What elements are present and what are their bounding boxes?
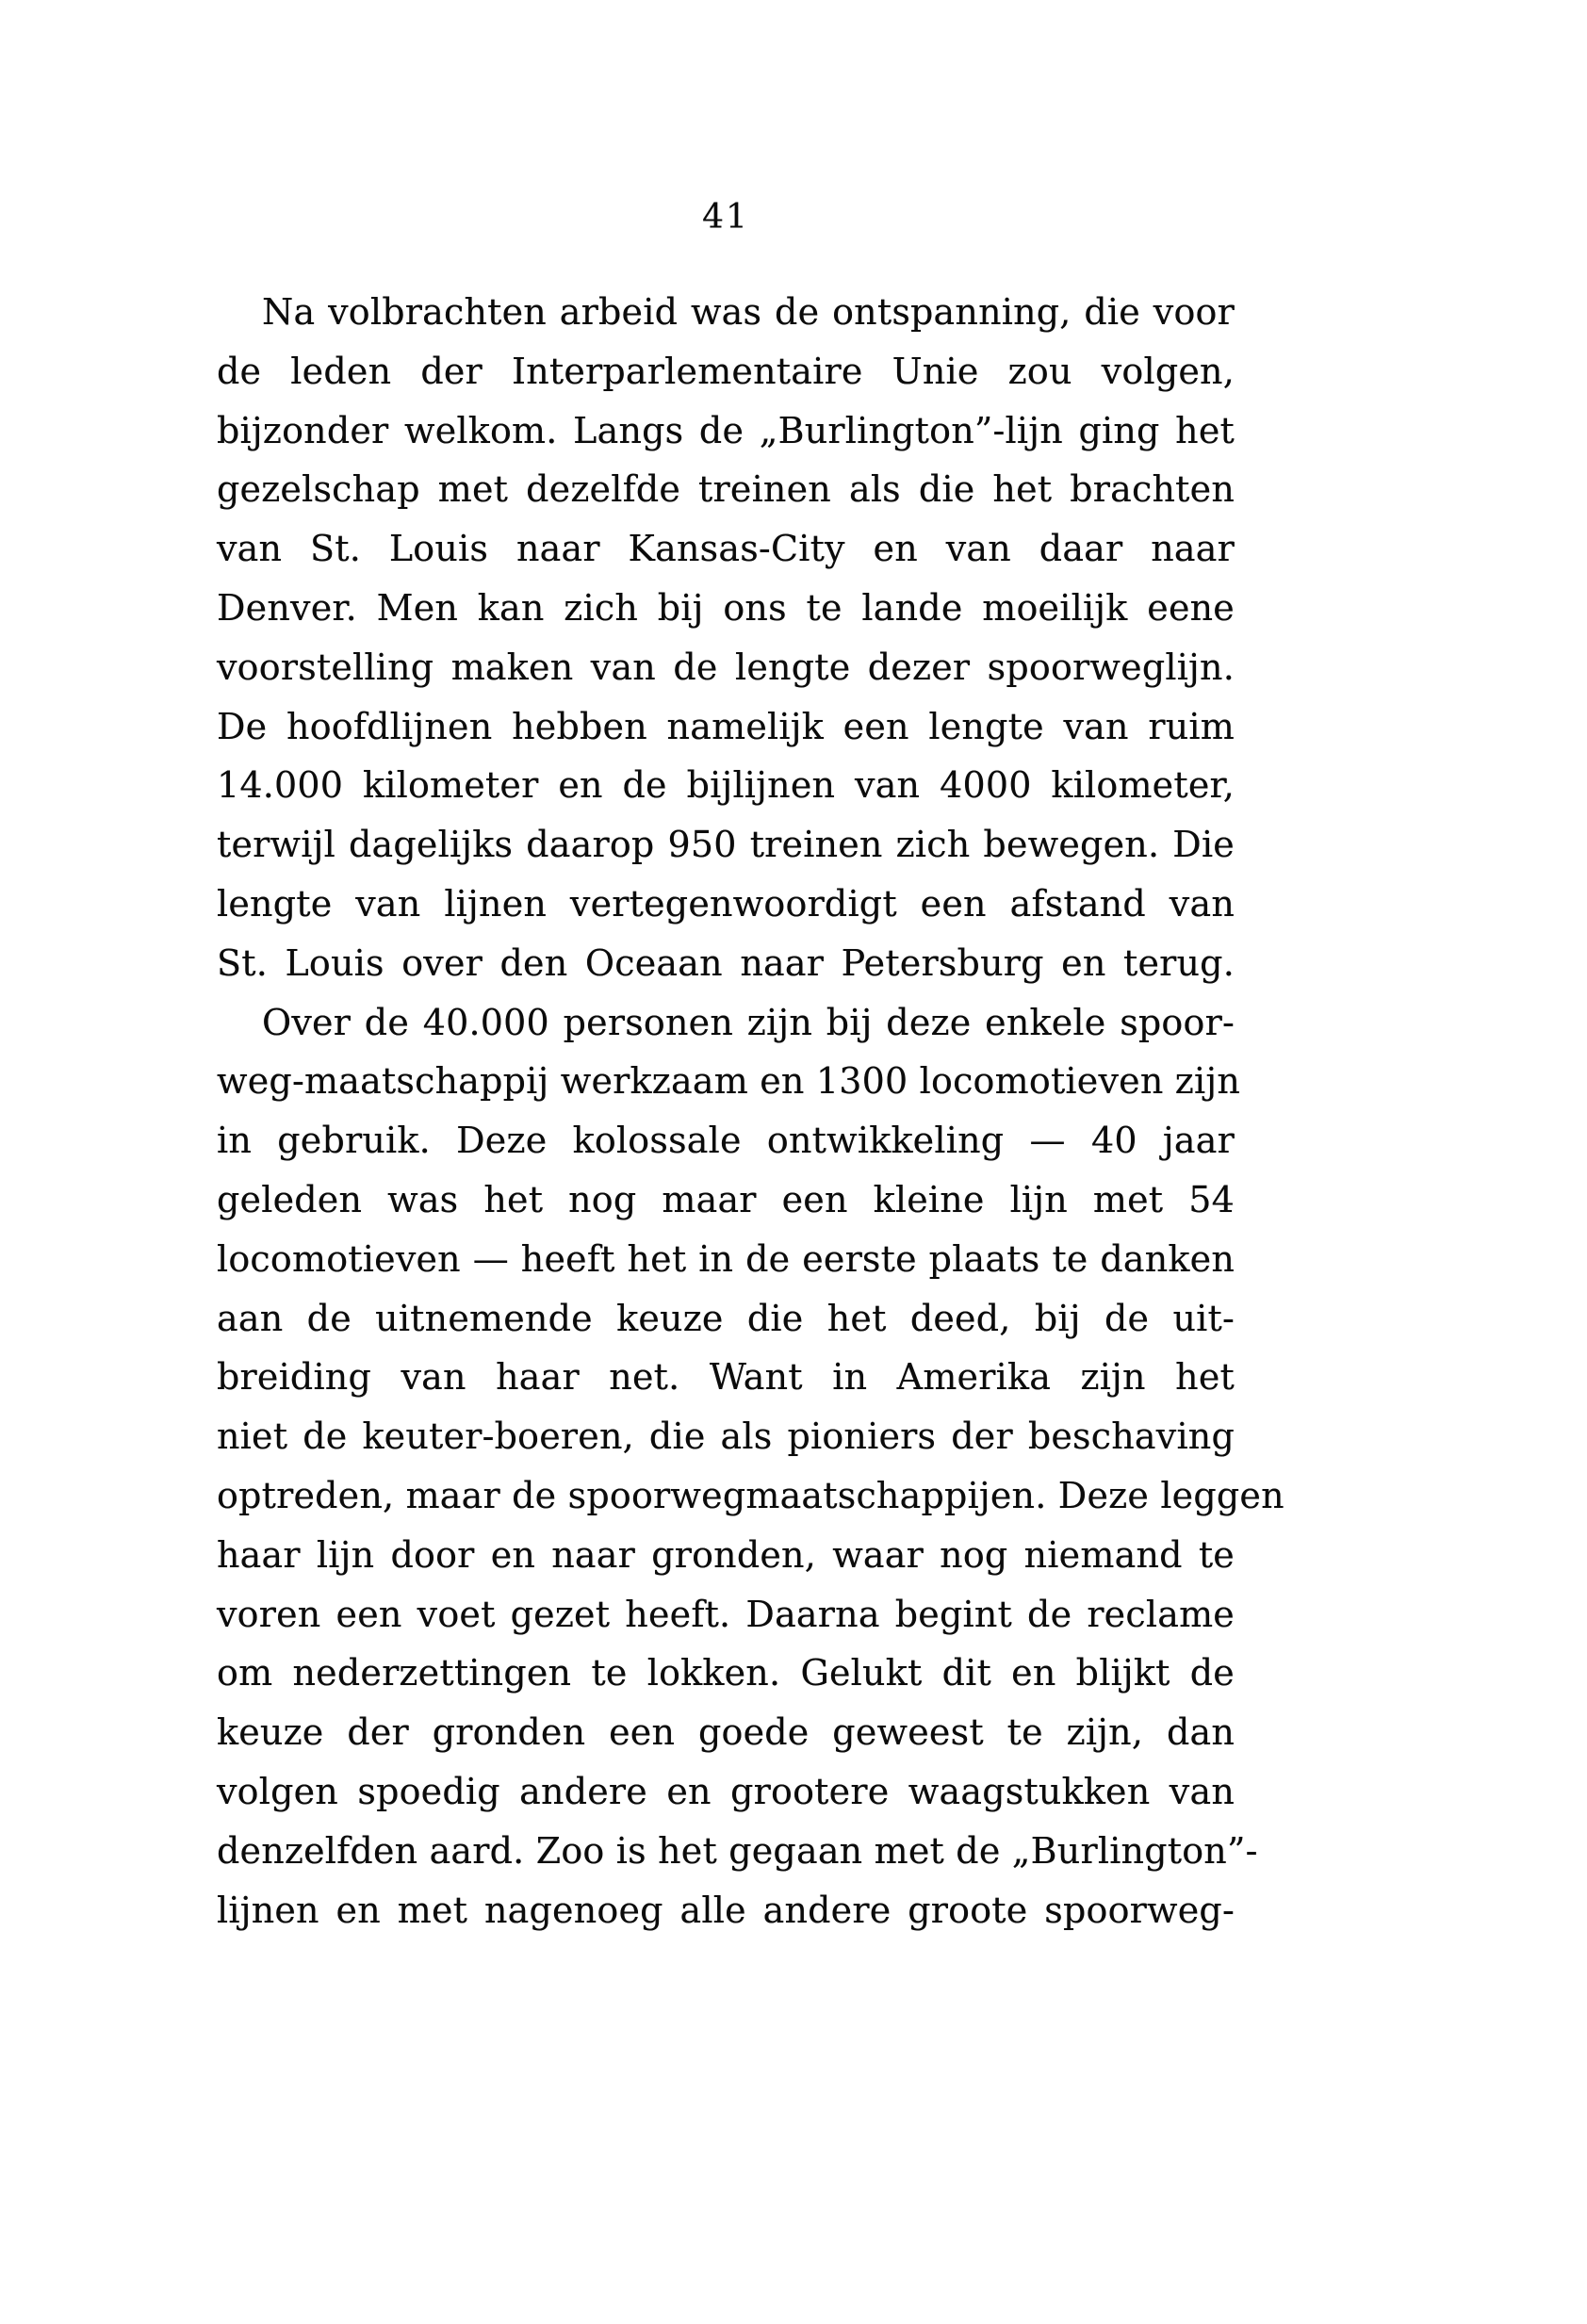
text-line: weg-maatschappij werkzaam en 1300 locomotieven zijn <box>217 1060 1241 1103</box>
text-line: niet de keuter-boeren, die als pioniers der beschaving <box>217 1416 1235 1458</box>
text-line: aan de uitnemende keuze die het deed, bij de uit- <box>217 1297 1235 1339</box>
text-line: voorstelling maken van de lengte dezer spoorweglijn. <box>217 646 1235 688</box>
text-line: van St. Louis naar Kansas-City en van daar naar <box>217 528 1235 570</box>
text-line: haar lijn door en naar gronden, waar nog niemand te <box>217 1533 1235 1576</box>
text-line: Denver. Men kan zich bij ons te lande moeilijk eene <box>217 586 1235 629</box>
text-line: geleden was het nog maar een kleine lijn met 54 <box>217 1178 1235 1220</box>
text-line: de leden der Interparlementaire Unie zou volgen, <box>217 350 1235 392</box>
text-line: terwijl dagelijks daarop 950 treinen zich bewegen. Die <box>217 824 1235 866</box>
text-line: Na volbrachten arbeid was de ontspanning, die voor <box>262 291 1235 333</box>
text-line: breiding van haar net. Want in Amerika zijn het <box>217 1356 1235 1399</box>
text-line: lengte van lijnen vertegenwoordigt een afstand van <box>217 882 1235 925</box>
text-line: bijzonder welkom. Langs de „Burlington”-lijn ging het <box>217 409 1235 451</box>
text-line: lijnen en met nagenoeg alle andere groote spoorweg- <box>217 1889 1235 1931</box>
text-line: De hoofdlijnen hebben namelijk een lengte van ruim <box>217 705 1235 747</box>
page-text <box>217 283 1284 1939</box>
text-line: St. Louis over den Oceaan naar Petersburg en terug. <box>217 941 1235 984</box>
text-line: keuze der gronden een goede geweest te zijn, dan <box>217 1711 1235 1754</box>
text-line: optreden, maar de spoorwegmaatschappijen. Deze leggen <box>217 1474 1284 1516</box>
text-line: gezelschap met dezelfde treinen als die het brachten <box>217 468 1235 511</box>
text-line: volgen spoedig andere en grootere waagstukken van <box>217 1770 1235 1812</box>
text-line: in gebruik. Deze kolossale ontwikkeling — 40 jaar <box>217 1120 1235 1162</box>
text-line: Over de 40.000 personen zijn bij deze enkele spoor- <box>262 1001 1235 1043</box>
text-line: denzelfden aard. Zoo is het gegaan met de „Burlington”- <box>217 1829 1258 1872</box>
text-line: 14.000 kilometer en de bijlijnen van 4000 kilometer, <box>217 764 1235 807</box>
page-number: 41 <box>702 198 749 237</box>
text-line: voren een voet gezet heeft. Daarna begint de reclame <box>217 1593 1235 1635</box>
text-line: locomotieven — heeft het in de eerste plaats te danken <box>217 1237 1235 1280</box>
text-line: om nederzettingen te lokken. Gelukt dit en blijkt de <box>217 1652 1235 1694</box>
